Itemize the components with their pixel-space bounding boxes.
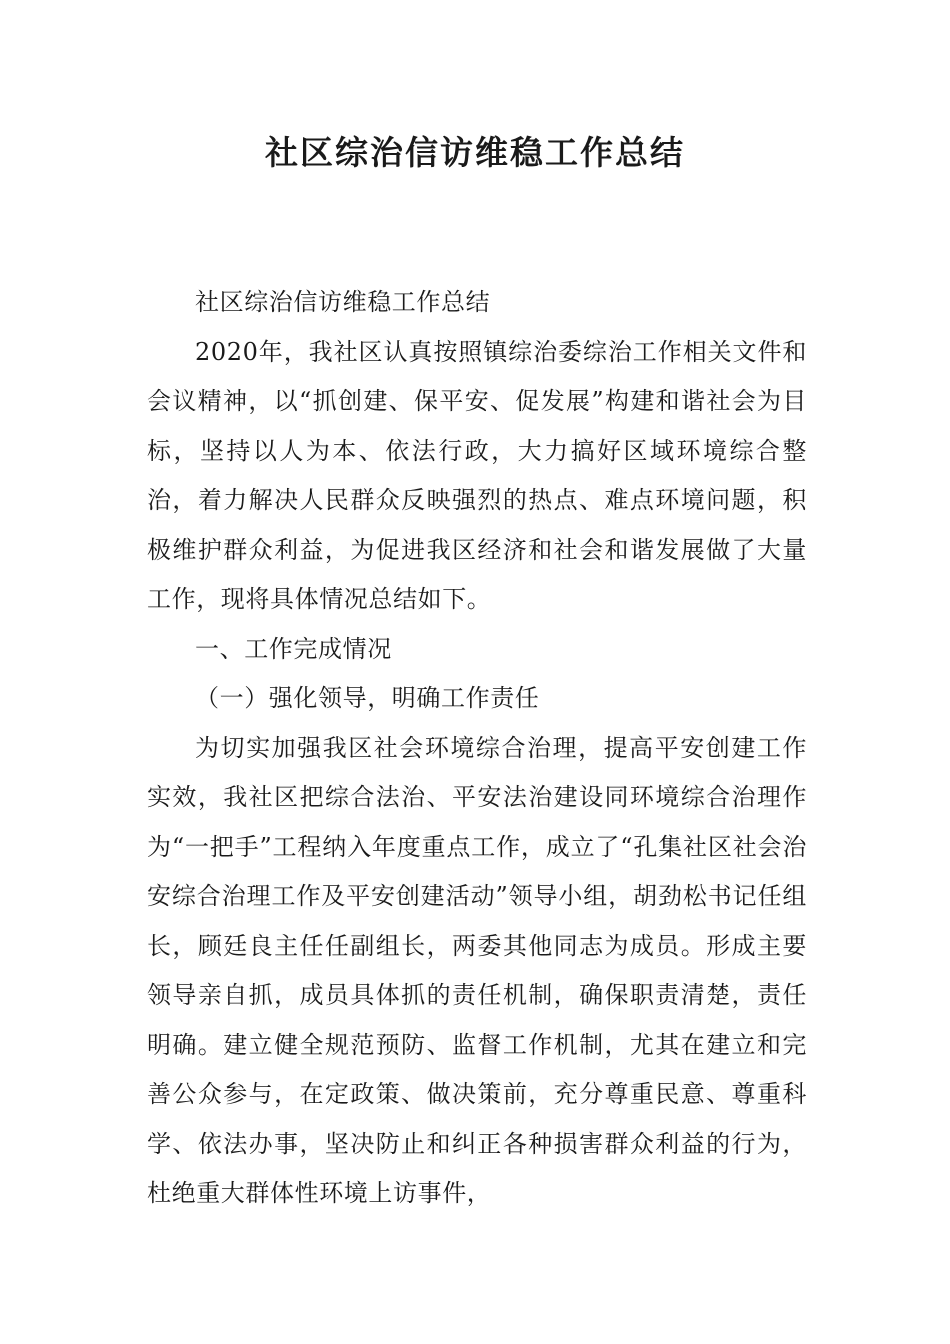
subsection-heading: （一）强化领导，明确工作责任	[195, 684, 540, 712]
body-paragraph-intro: 2020年，我社区认真按照镇综治委综治工作相关文件和会议精神，以“抓创建、保平安、促发展”构建和谐社会为目标，坚持以人为本、依法行政，大力搞好区域环境综合整治，着力解决人民群众反映强烈的热点、难点环境问题，积极维护群众利益，为促进我区经济和社会和谐发展做了大量工作，现将具体情况总结如下。	[147, 337, 807, 613]
document-title: 社区综治信访维稳工作总结	[265, 133, 685, 172]
section-heading: 一、工作完成情况	[195, 634, 392, 663]
body-paragraph-heading: 社区综治信访维稳工作总结	[195, 288, 491, 316]
document-body	[147, 278, 807, 1219]
body-paragraph-detail: 为切实加强我区社会环境综合治理，提高平安创建工作实效，我社区把综合法治、平安法治建设同环境综合治理作为“一把手”工程纳入年度重点工作，成立了“孔集社区社会治安综合治理工作及平安创建活动”领导小组，胡劲松书记任组长，顾廷良主任任副组长，两委其他同志为成员。形成主要领导亲自抓，成员具体抓的责任机制，确保职责清楚，责任明确。建立健全规范预防、监督工作机制，尤其在建立和完善公众参与，在定政策、做决策前，充分尊重民意、尊重科学、依法办事，坚决防止和纠正各种损害群众利益的行为，杜绝重大群体性环境上访事件，	[147, 733, 807, 1207]
